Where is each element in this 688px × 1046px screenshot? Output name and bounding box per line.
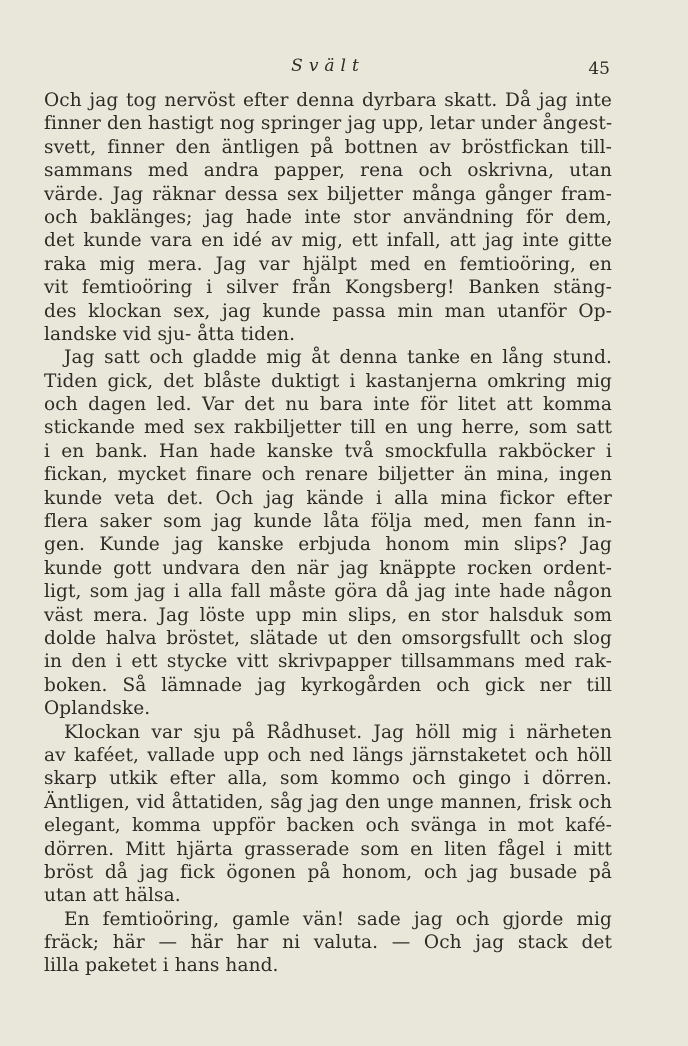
text-line: ligt, som jag i alla fall måste göra då jag inte hade någon	[44, 581, 612, 603]
text-line: väst mera. Jag löste upp min slips, en stor halsduk som	[44, 604, 612, 626]
text-line: och baklänges; jag hade inte stor användning för dem,	[44, 206, 612, 228]
paragraph	[44, 346, 612, 720]
page-number: 45	[588, 59, 610, 79]
text-line: utan att hälsa.	[44, 885, 181, 907]
text-line: elegant, komma uppför backen och svänga in mot kafé-	[44, 815, 612, 837]
text-line: En femtioöring, gamle vän! sade jag och gjorde mig	[64, 908, 612, 930]
text-line: flera saker som jag kunde låta följa med, men fann in-	[44, 511, 612, 533]
text-line: Oplandske.	[44, 698, 151, 720]
text-line: Och jag tog nervöst efter denna dyrbara skatt. Då jag inte	[44, 90, 612, 111]
text-line: raka mig mera. Jag var hjälpt med en femtioöring, en	[44, 253, 612, 275]
text-line: des klockan sex, jag kunde passa min man utanför Op-	[44, 300, 612, 322]
text-line: dörren. Mitt hjärta grasserade som en liten fågel i mitt	[44, 838, 612, 860]
text-line: boken. Så lämnade jag kyrkogården och gick ner till	[44, 674, 612, 696]
text-line: dolde halva bröstet, slätade ut den omsorgsfullt och slog	[44, 627, 612, 649]
text-line: svett, finner den äntligen på bottnen av bröstfickan till-	[44, 136, 612, 158]
text-line: vit femtioöring i silver från Kongsberg! Banken stäng-	[44, 277, 612, 299]
text-line: in den i ett stycke vitt skrivpapper tillsammans med rak-	[44, 651, 612, 673]
text-line: kunde veta det. Och jag kände i alla mina fickor efter	[44, 487, 612, 509]
running-head	[44, 50, 612, 80]
text-line: Äntligen, vid åttatiden, såg jag den unge mannen, frisk och	[44, 791, 612, 813]
text-line: värde. Jag räknar dessa sex biljetter många gånger fram-	[44, 183, 612, 205]
text-line: Klockan var sju på Rådhuset. Jag höll mig i närheten	[64, 721, 612, 743]
paragraph	[44, 89, 612, 346]
text-line: fickan, mycket finare och renare biljetter än mina, ingen	[44, 464, 612, 486]
text-line: och dagen led. Var det nu bara inte för litet att komma	[44, 394, 612, 416]
text-line: det kunde vara en idé av mig, ett infall, att jag inte gitte	[44, 230, 612, 252]
text-line: stickande med sex rakbiljetter till en ung herre, som satt	[44, 417, 612, 439]
text-line: finner den hastigt nog springer jag upp, letar under ångest-	[44, 113, 613, 135]
text-line: fräck; här — här har ni valuta. — Och jag stack det	[44, 932, 612, 954]
text-line: lilla paketet i hans hand.	[44, 955, 279, 977]
text-line: kunde gott undvara den när jag knäppte rocken ordent-	[44, 557, 612, 579]
paragraph	[44, 908, 612, 978]
running-title: Svält	[291, 56, 365, 76]
body-text	[44, 89, 612, 978]
text-line: landske vid sju- åtta tiden.	[44, 323, 296, 345]
text-line: Jag satt och gladde mig åt denna tanke en lång stund.	[64, 347, 612, 369]
text-line: av kaféet, vallade upp och ned längs järnstaketet och höll	[44, 744, 612, 766]
text-line: Tiden gick, det blåste duktigt i kastanjerna omkring mig	[44, 370, 612, 392]
text-line: gen. Kunde jag kanske erbjuda honom min slips? Jag	[44, 534, 612, 556]
text-line: skarp utkik efter alla, som kommo och gingo i dörren.	[44, 768, 612, 790]
text-line: i en bank. Han hade kanske två smockfulla rakböcker i	[44, 440, 612, 462]
paragraph	[44, 721, 612, 908]
text-line: bröst då jag fick ögonen på honom, och jag busade på	[44, 861, 612, 883]
text-line: sammans med andra papper, rena och oskrivna, utan	[44, 160, 612, 182]
